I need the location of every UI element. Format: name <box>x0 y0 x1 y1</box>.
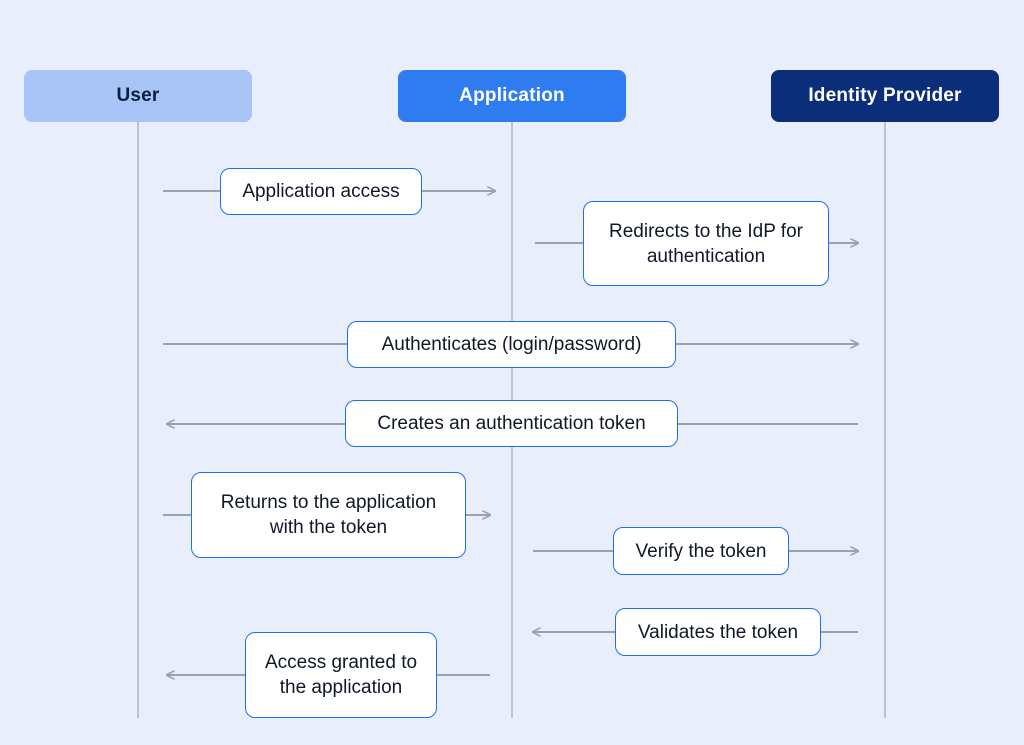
actor-label-identity-provider: Identity Provider <box>808 85 962 106</box>
actor-label-application: Application <box>459 85 565 106</box>
actor-label-user: User <box>116 85 160 106</box>
actor-header-application <box>398 70 626 122</box>
message-label-application-access <box>220 168 422 215</box>
message-label-returns-to-application <box>191 472 466 558</box>
message-label-redirects-to-idp <box>583 201 829 286</box>
message-label-creates-token <box>345 400 678 447</box>
message-text: Redirects to the IdP for authentication <box>609 220 803 267</box>
message-label-verify-token <box>613 527 789 575</box>
message-text: Application access <box>242 181 400 202</box>
message-text: Access granted to the application <box>264 652 418 698</box>
message-text: Verify the token <box>635 540 767 562</box>
message-label-validates-token <box>615 608 821 656</box>
actor-header-identity-provider <box>771 70 999 122</box>
message-text: Returns to the application with the token <box>220 492 437 538</box>
message-label-access-granted <box>245 632 437 718</box>
actor-header-user <box>24 70 252 122</box>
message-text: Validates the token <box>637 621 799 643</box>
message-text: Authenticates (login/password) <box>381 334 642 355</box>
message-text: Creates an authentication token <box>377 413 646 434</box>
message-label-authenticates <box>347 321 676 368</box>
